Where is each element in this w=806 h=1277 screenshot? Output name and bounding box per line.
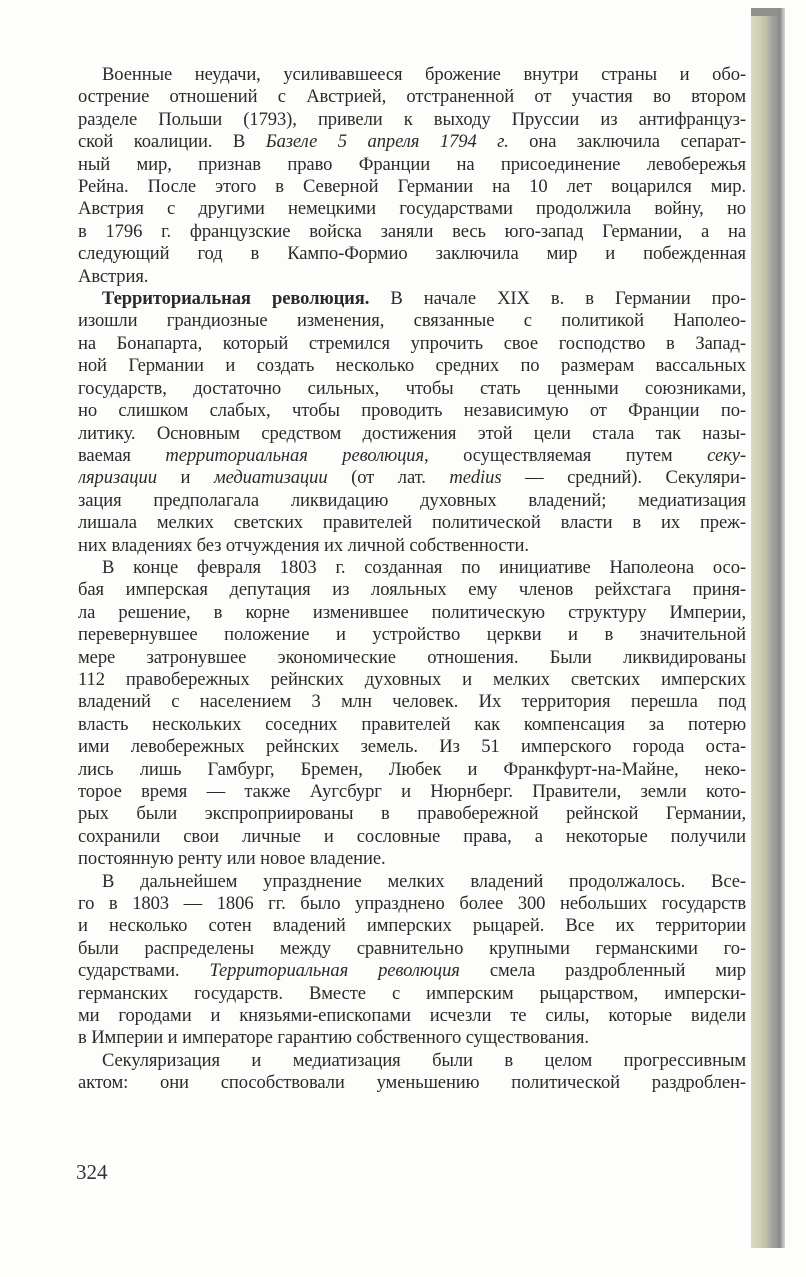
- text-run: Австрия.: [78, 265, 149, 287]
- text-run: острение отношений с Австрией, отстраненной от участия во втором: [78, 86, 746, 108]
- text-line: [78, 109, 746, 131]
- text-line: [78, 423, 746, 445]
- book-spine-shadow: [779, 8, 785, 1248]
- text-run: ной Германии и создать несколько средних по размерам вассальных: [78, 355, 746, 377]
- text-run: власть нескольких соседних правителей как компенсация за потерю: [78, 713, 746, 735]
- text-run: ный мир, признав право Франции на присоединение левобережья: [78, 153, 746, 175]
- italic-run: Базеле 5 апреля 1794 г.: [265, 131, 509, 153]
- text-run: литику. Основным средством достижения этой цели стала так назы-: [78, 422, 746, 444]
- text-line: [78, 154, 746, 176]
- text-run: В дальнейшем упразднение мелких владений продолжалось. Все-: [102, 870, 746, 892]
- italic-run: территориальная революция: [165, 444, 425, 466]
- page-number: 324: [76, 1160, 108, 1184]
- text-line: [78, 198, 746, 220]
- text-line: [78, 64, 746, 86]
- text-run: го в 1803 — 1806 гг. было упразднено более 300 небольших государств: [78, 893, 746, 915]
- text-run: германских государств. Вместе с имперским рыцарством, имперски-: [78, 982, 746, 1004]
- text-run: 112 правобережных рейнских духовных и мелких светских имперских: [78, 668, 746, 690]
- text-run: ской коалиции. В: [78, 131, 266, 153]
- text-run: сударствами.: [78, 960, 210, 982]
- text-run: и: [156, 467, 214, 489]
- text-run: зация предполагала ликвидацию духовных владений; медиатизация: [78, 489, 746, 511]
- text-line: [78, 983, 746, 1005]
- text-line: [78, 557, 746, 579]
- body-text: [78, 64, 746, 1095]
- text-line: [78, 310, 746, 332]
- text-line: [78, 826, 746, 848]
- paragraph: [78, 871, 746, 1050]
- text-line: [78, 221, 746, 243]
- text-run: разделе Польши (1793), привели к выходу Пруссии из антифранцуз-: [78, 108, 746, 130]
- text-line: [78, 266, 746, 288]
- text-line: [78, 400, 746, 422]
- text-line: [78, 759, 746, 781]
- text-line: [78, 647, 746, 669]
- text-line: [78, 1027, 746, 1049]
- italic-run: секу-: [707, 444, 746, 466]
- text-run: сохранили свои личные и сословные права, а некоторые получили: [78, 825, 746, 847]
- text-run: на Бонапарта, который стремился упрочить свое господство в Запад-: [78, 332, 746, 354]
- text-line: [78, 736, 746, 758]
- text-run: Военные неудачи, усиливавшееся брожение внутри страны и обо-: [102, 64, 746, 85]
- text-run: рых были экспроприированы в правобережной рейнской Германии,: [78, 803, 746, 825]
- text-run: актом: они способствовали уменьшению политической раздроблен-: [78, 1072, 746, 1094]
- text-line: [78, 579, 746, 601]
- book-spine-top: [751, 8, 782, 16]
- text-run: в 1796 г. французские войска заняли весь юго-запад Германии, а на: [78, 220, 746, 242]
- text-line: [78, 624, 746, 646]
- text-run: (от лат.: [327, 467, 450, 489]
- text-line: [78, 131, 746, 153]
- text-line: [78, 512, 746, 534]
- text-line: [78, 938, 746, 960]
- italic-run: медиатизации: [213, 467, 328, 489]
- text-line: [78, 714, 746, 736]
- text-line: [78, 445, 746, 467]
- text-run: Секуляризация и медиатизация были в целом прогрессивным: [102, 1049, 746, 1071]
- text-line: [78, 669, 746, 691]
- paragraph: [78, 64, 746, 288]
- italic-run: Территориальная революция: [209, 960, 460, 982]
- text-line: [78, 803, 746, 825]
- text-line: [78, 602, 746, 624]
- text-run: но слишком слабых, чтобы проводить независимую от Франции по-: [78, 400, 746, 422]
- text-run: ми городами и князьями-епископами исчезли те силы, которые видели: [78, 1005, 746, 1027]
- text-run: в Империи и императоре гарантию собственного существования.: [78, 1027, 589, 1049]
- text-line: [78, 781, 746, 803]
- text-run: перевернувшее положение и устройство церкви и в значительной: [78, 624, 746, 646]
- text-run: лись лишь Гамбург, Бремен, Любек и Франкфурт-на-Майне, неко-: [78, 758, 746, 780]
- text-run: Австрия с другими немецкими государствами продолжила войну, но: [78, 198, 746, 220]
- text-run: и несколько сотен владений имперских рыцарей. Все их территории: [78, 915, 746, 937]
- italic-run: medius: [449, 467, 502, 489]
- paragraph: [78, 288, 746, 557]
- text-run: следующий год в Кампо-Формио заключила мир и побежденная: [78, 243, 746, 265]
- text-run: лишала мелких светских правителей политической власти в их преж-: [78, 512, 746, 534]
- text-line: [78, 893, 746, 915]
- text-line: [78, 1005, 746, 1027]
- italic-run: ляризации: [78, 467, 157, 489]
- text-run: В начале XIX в. в Германии про-: [369, 288, 746, 310]
- text-line: [78, 333, 746, 355]
- text-run: торое время — также Аугсбург и Нюрнберг. Правители, земли кото-: [78, 781, 746, 802]
- text-line: [78, 355, 746, 377]
- text-run: были распределены между сравнительно крупными германскими го-: [78, 937, 746, 959]
- text-line: [78, 691, 746, 713]
- text-run: изошли грандиозные изменения, связанные с политикой Наполео-: [78, 310, 746, 332]
- text-line: [78, 467, 746, 489]
- text-run: ими левобережных рейнских земель. Из 51 имперского города оста-: [78, 736, 746, 758]
- text-run: постоянную ренту или новое владение.: [78, 848, 386, 870]
- text-line: [78, 848, 746, 870]
- text-line: [78, 288, 746, 310]
- text-line: [78, 960, 746, 982]
- text-run: ла решение, в корне изменившее политическую структуру Империи,: [78, 601, 746, 623]
- text-line: [78, 535, 746, 557]
- text-run: Рейна. После этого в Северной Германии на 10 лет воцарился мир.: [78, 176, 746, 198]
- text-line: [78, 176, 746, 198]
- text-run: смела раздробленный мир: [459, 960, 746, 982]
- text-line: [78, 1050, 746, 1072]
- text-line: [78, 243, 746, 265]
- text-line: [78, 86, 746, 108]
- text-run: , осуществляемая путем: [424, 444, 708, 466]
- book-spine-edge: [751, 8, 782, 1248]
- text-run: владений с населением 3 млн человек. Их территория перешла под: [78, 691, 746, 713]
- text-run: мере затронувшее экономические отношения. Были ликвидированы: [78, 646, 746, 668]
- text-run: она заключила сепарат-: [508, 131, 746, 153]
- text-run: — средний). Секуляри-: [501, 467, 746, 489]
- text-line: [78, 915, 746, 937]
- text-line: [78, 378, 746, 400]
- text-run: государств, достаточно сильных, чтобы стать ценными союзниками,: [78, 377, 746, 399]
- text-run: них владениях без отчуждения их личной собственности.: [78, 534, 529, 556]
- text-line: [78, 871, 746, 893]
- paragraph: [78, 557, 746, 871]
- text-line: [78, 1072, 746, 1094]
- paragraph: [78, 1050, 746, 1095]
- text-run: В конце февраля 1803 г. созданная по инициативе Наполеона осо-: [102, 556, 746, 578]
- text-run: ваемая: [78, 444, 166, 466]
- bold-run: Территориальная революция.: [102, 288, 370, 310]
- text-line: [78, 490, 746, 512]
- text-run: бая имперская депутация из лояльных ему членов рейхстага приня-: [78, 579, 746, 601]
